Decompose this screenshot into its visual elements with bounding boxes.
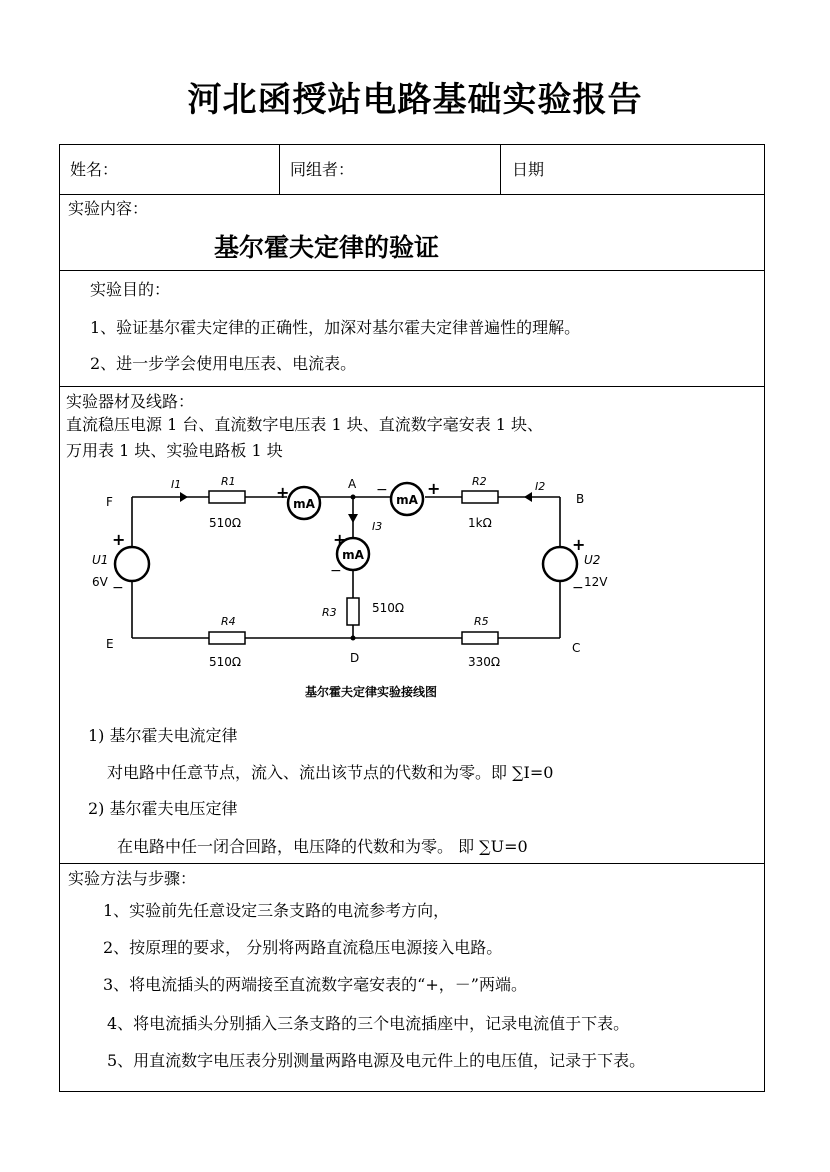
equipment-line: 直流稳压电源 1 台、直流数字电压表 1 块、直流数字毫安表 1 块、 <box>66 415 544 434</box>
plus-sign: + <box>572 535 586 554</box>
current-arrow-icon <box>348 514 358 523</box>
divider <box>59 194 765 195</box>
source-value: 12V <box>584 575 608 589</box>
divider <box>59 270 765 271</box>
resistor-r3 <box>347 598 359 625</box>
source-u1-icon <box>115 547 149 581</box>
method-label: 实验方法与步骤： <box>68 869 197 888</box>
resistor-value: 510Ω <box>209 516 242 530</box>
method-step: 5、用直流数字电压表分别测量两路电源及电元件上的电压值，记录于下表。 <box>107 1051 646 1070</box>
minus-sign: − <box>572 580 584 596</box>
date-label: 日期 <box>512 160 545 179</box>
node-label: D <box>350 651 360 665</box>
divider <box>279 144 280 194</box>
resistor-value: 510Ω <box>372 601 405 615</box>
current-label: I2 <box>535 480 546 493</box>
circuit-diagram <box>84 470 624 670</box>
plus-sign: + <box>112 530 126 549</box>
minus-sign: − <box>330 563 342 579</box>
node-label: E <box>106 637 114 651</box>
current-arrow-icon <box>524 492 532 502</box>
resistor-r1 <box>209 491 245 503</box>
resistor-value: 330Ω <box>468 655 501 669</box>
resistor-name: R2 <box>472 475 487 488</box>
node-label: C <box>572 641 581 655</box>
method-step: 4、将电流插头分别插入三条支路的三个电流插座中，记录电流值于下表。 <box>107 1014 630 1033</box>
minus-sign: − <box>376 482 388 498</box>
method-step: 1、实验前先任意设定三条支路的电流参考方向， <box>103 901 450 920</box>
resistor-name: R1 <box>221 475 236 488</box>
partner-label: 同组者： <box>290 160 355 179</box>
plus-sign: + <box>276 483 290 502</box>
meter-label: mA <box>342 548 364 562</box>
method-step: 2、按原理的要求， 分别将两路直流稳压电源接入电路。 <box>103 938 503 957</box>
node-dot <box>351 495 356 500</box>
purpose-item: 2、进一步学会使用电压表、电流表。 <box>90 354 357 373</box>
node-label: A <box>348 477 357 491</box>
source-value: 6V <box>92 575 108 589</box>
current-arrow-icon <box>180 492 188 502</box>
current-label: I3 <box>372 520 383 533</box>
resistor-r5 <box>462 632 498 644</box>
kcl-title: 1) 基尔霍夫电流定律 <box>88 726 238 745</box>
page-title: 河北函授站电路基础实验报告 <box>187 80 643 120</box>
plus-sign: + <box>427 479 441 498</box>
resistor-value: 1kΩ <box>468 516 492 530</box>
node-label: F <box>106 495 113 509</box>
meter-label: mA <box>396 493 418 507</box>
kcl-text: 对电路中任意节点，流入、流出该节点的代数和为零。即 ∑I=0 <box>107 763 554 782</box>
resistor-r4 <box>209 632 245 644</box>
resistor-name: R4 <box>221 615 236 628</box>
resistor-r2 <box>462 491 498 503</box>
plus-sign: + <box>333 530 347 549</box>
equipment-label: 实验器材及线路： <box>66 392 195 411</box>
kvl-title: 2) 基尔霍夫电压定律 <box>88 799 238 818</box>
current-label: I1 <box>171 478 182 491</box>
method-step: 3、将电流插头的两端接至直流数字毫安表的“+，－”两端。 <box>103 975 527 994</box>
meter-label: mA <box>293 497 315 511</box>
purpose-item: 1、验证基尔霍夫定律的正确性，加深对基尔霍夫定律普遍性的理解。 <box>90 318 581 337</box>
node-dot <box>351 636 356 641</box>
name-label: 姓名： <box>70 160 119 179</box>
content-label: 实验内容： <box>68 199 149 218</box>
equipment-line: 万用表 1 块、实验电路板 1 块 <box>66 441 283 460</box>
resistor-value: 510Ω <box>209 655 242 669</box>
resistor-name: R3 <box>322 606 337 619</box>
source-name: U2 <box>584 553 601 567</box>
node-label: B <box>576 492 585 506</box>
divider <box>500 144 501 194</box>
source-name: U1 <box>92 553 109 567</box>
resistor-name: R5 <box>474 615 489 628</box>
purpose-label: 实验目的： <box>90 280 171 299</box>
kvl-text: 在电路中任一闭合回路，电压降的代数和为零。 即 ∑U=0 <box>117 837 528 856</box>
minus-sign: − <box>112 580 124 596</box>
divider <box>59 386 765 387</box>
circuit-caption: 基尔霍夫定律实验接线图 <box>305 685 438 699</box>
divider <box>59 863 765 864</box>
experiment-subject: 基尔霍夫定律的验证 <box>214 233 440 262</box>
